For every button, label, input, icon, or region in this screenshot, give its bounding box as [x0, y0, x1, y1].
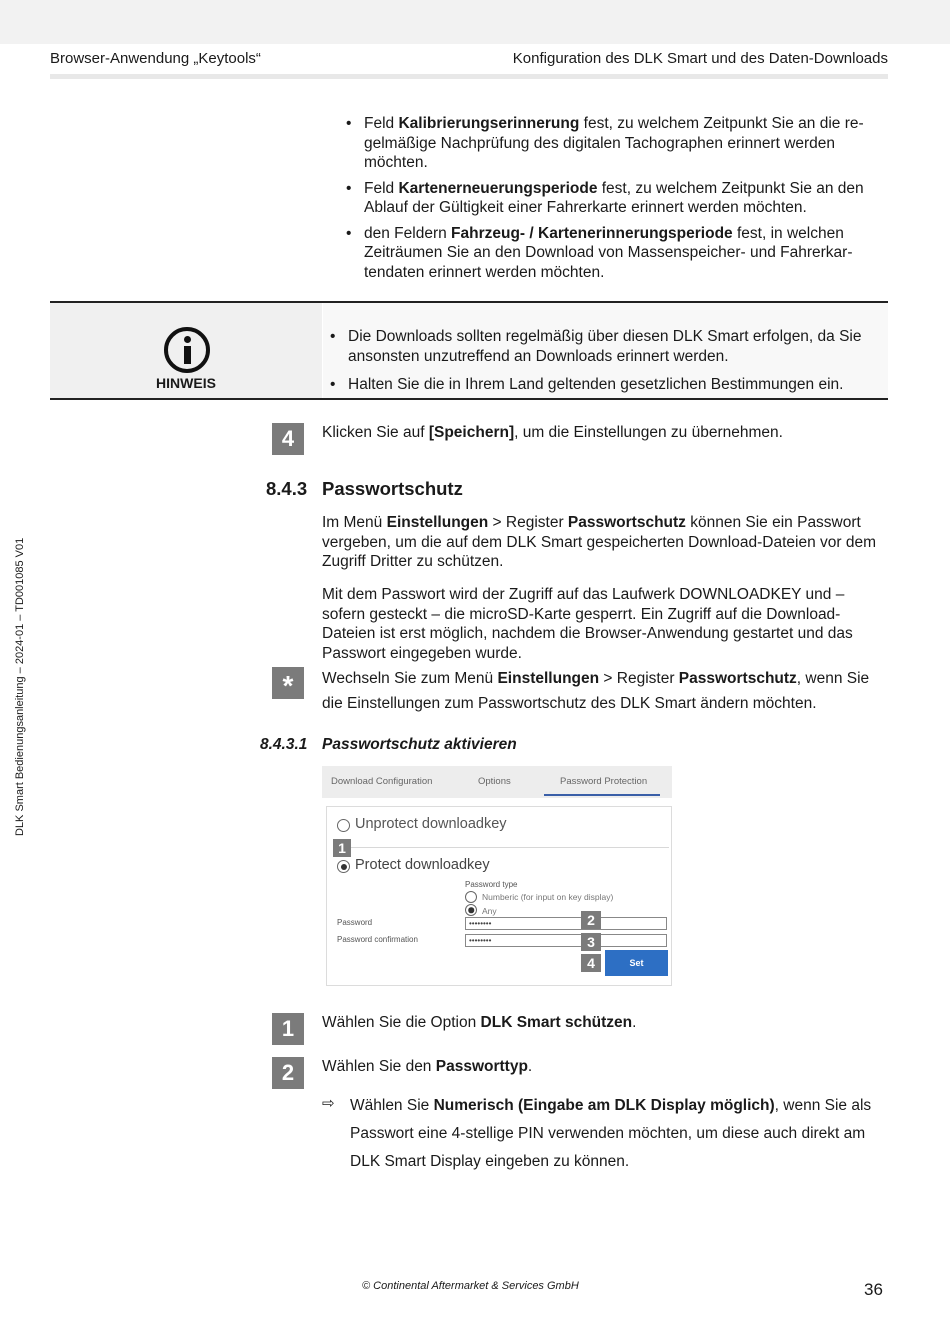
marker-2: 2: [581, 911, 601, 929]
paragraph: Im Menü Einstellungen > Register Passwortschutz können Sie ein Passwort vergeben, um die auf dem DLK Smart gespeicherten Download-Dateien vor dem Zugriff Dritter zu schützen.: [322, 514, 876, 570]
list-item: • Feld Kartenerneuerungsperiode fest, zu welchem Zeitpunkt Sie an den Ablauf der Gültigkeit einer Fahrerkarte erinnert werden möchten.: [346, 179, 888, 218]
result-arrow-icon: ⇨: [322, 1095, 335, 1112]
numeric-radio: [465, 891, 477, 903]
confirm-label: Password confirmation: [337, 935, 418, 944]
tab-options: Options: [478, 776, 511, 787]
step-text: Wählen Sie den Passworttyp.: [322, 1058, 533, 1075]
info-icon: [164, 327, 210, 373]
password-field: ••••••••: [465, 917, 667, 930]
section-title: Passwortschutz: [322, 478, 463, 499]
protect-label: Protect downloadkey: [355, 857, 490, 873]
side-document-id: DLK Smart Bedienungsanleitung – 2024-01 – TD001085 V01: [14, 537, 26, 836]
unprotect-label: Unprotect downloadkey: [355, 816, 507, 832]
footer-copyright: © Continental Aftermarket & Services GmbH: [362, 1280, 579, 1292]
header-rule: [50, 74, 888, 79]
step-number-badge: 4: [272, 423, 304, 455]
list-item: • Feld Kalibrierungserinnerung fest, zu welchem Zeitpunkt Sie an die re-gelmäßige Nachprüfung des digitalen Tachographen erinnert werden möchten.: [346, 114, 888, 173]
subsection-number: 8.4.3.1: [260, 736, 308, 753]
password-protection-screenshot: [322, 766, 672, 988]
password-type-label: Password type: [465, 880, 518, 889]
star-badge: *: [272, 667, 304, 699]
notice-box: [50, 301, 888, 400]
set-button: Set: [605, 950, 668, 976]
any-radio: [465, 904, 477, 916]
list-item: • den Feldern Fahrzeug- / Kartenerinnerungsperiode fest, in welchen Zeiträumen Sie an den Download von Massenspeicher- und Fahrerkar-tendaten erinnert werden möchten.: [346, 224, 888, 283]
list-item: • Die Downloads sollten regelmäßig über diesen DLK Smart erfolgen, da Sie ansonsten unzutreffend an Downloads erinnert werden.: [330, 327, 880, 366]
unprotect-radio: [337, 819, 350, 832]
marker-3: 3: [581, 933, 601, 951]
header-left: Browser-Anwendung „Keytools“: [50, 50, 261, 67]
header-right: Konfiguration des DLK Smart und des Daten-Downloads: [512, 50, 888, 67]
section-number: 8.4.3: [266, 478, 308, 499]
screenshot-panel: [326, 806, 672, 986]
password-label: Password: [337, 918, 373, 927]
any-label: Any: [482, 906, 497, 916]
step-number-badge: 2: [272, 1057, 304, 1089]
notice-list: [330, 327, 880, 404]
list-item: • Halten Sie die in Ihrem Land geltenden gesetzlichen Bestimmungen ein.: [330, 375, 880, 395]
marker-4: 4: [581, 954, 601, 972]
paragraph: Mit dem Passwort wird der Zugriff auf das Laufwerk DOWNLOADKEY und – sofern gesteckt – die microSD-Karte gesperrt. Ein Zugriff auf die Download-Dateien ist erst möglich, nachdem die Browser-Anwendung gestartet und das Passwort eingegeben wurde.: [322, 586, 853, 662]
step-text: Wechseln Sie zum Menü Einstellungen > Register Passwortschutz, wenn Sie die Einstellungen zum Passwortschutz des DLK Smart ändern möchten.: [322, 670, 870, 712]
confirm-field: ••••••••: [465, 934, 667, 947]
divider: [333, 847, 669, 848]
top-band: [0, 0, 950, 44]
result-text: Wählen Sie Numerisch (Eingabe am DLK Display möglich), wenn Sie als Passwort eine 4-stellige PIN verwenden möchten, um diese auch direkt am DLK Smart Display eingeben zu können.: [350, 1097, 872, 1170]
subsection-title: Passwortschutz aktivieren: [322, 736, 517, 753]
notice-label: HINWEIS: [156, 375, 216, 391]
step-text: Klicken Sie auf [Speichern], um die Einstellungen zu übernehmen.: [322, 424, 783, 441]
active-tab-indicator: [544, 794, 660, 796]
step-number-badge: 1: [272, 1013, 304, 1045]
protect-radio: [337, 860, 350, 873]
notice-label-cell: [50, 303, 322, 398]
tab-password-protection: Password Protection: [560, 776, 648, 787]
numeric-label: Numberic (for input on key display): [482, 892, 614, 902]
tab-download-configuration: Download Configuration: [331, 776, 433, 787]
page-number: 36: [864, 1280, 883, 1299]
marker-1: 1: [333, 839, 351, 857]
step-text: Wählen Sie die Option DLK Smart schützen.: [322, 1014, 637, 1031]
settings-bullet-list: [346, 114, 888, 288]
screenshot-tab-bar: [322, 766, 672, 798]
